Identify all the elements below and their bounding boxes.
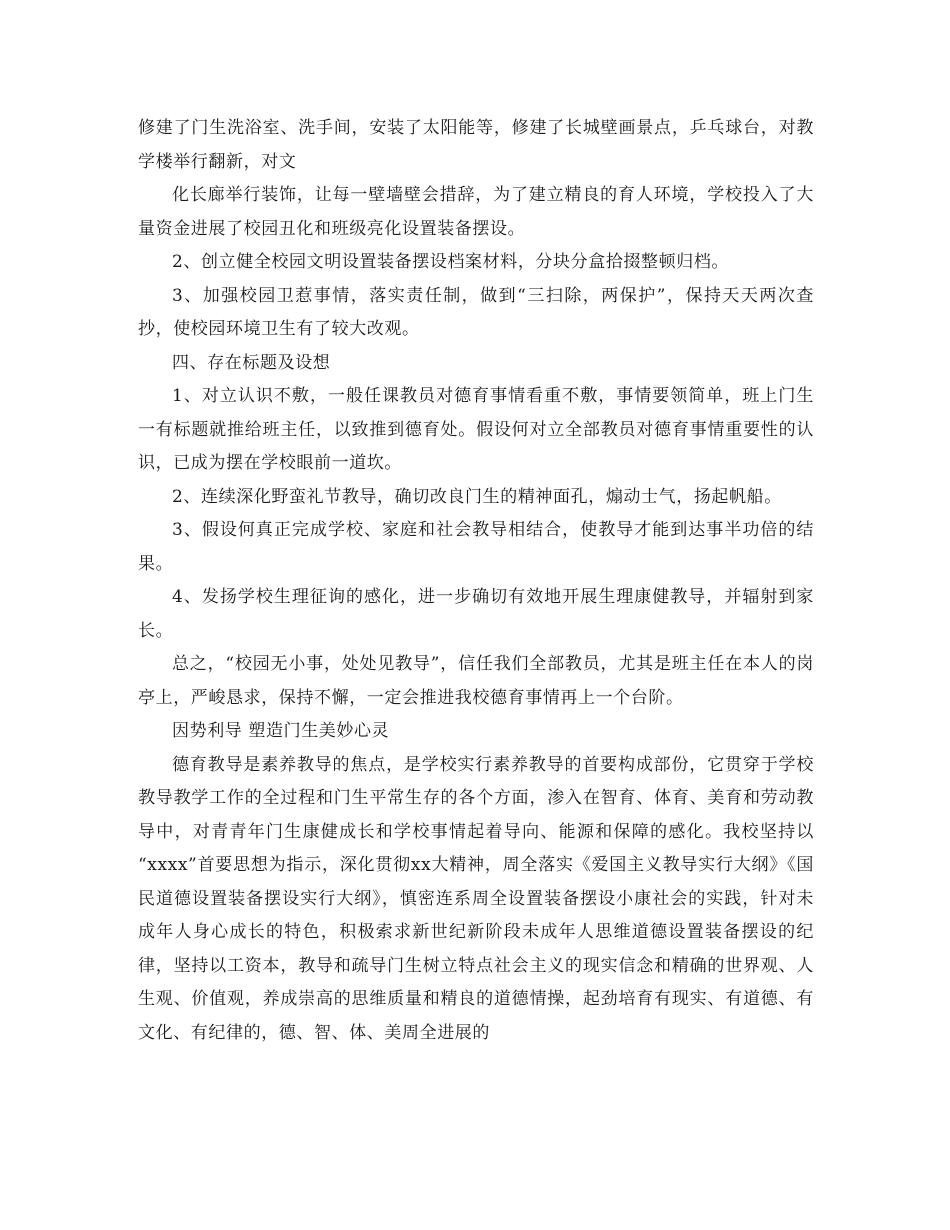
paragraph-10: 总之，“校园无小事，处处见教导”，信任我们全部教员，尤其是班主任在本人的岗亭上，严峻恳求，保持不懈，一定会推进我校德育事情再上一个台阶。	[138, 654, 814, 708]
paragraph-4: 3、加强校园卫惹事情，落实责任制，做到“三扫除，两保护”，保持天天两次查抄，使校园环境卫生有了较大改观。	[138, 285, 814, 339]
paragraph-7: 2、连续深化野蛮礼节教导，确切改良门生的精神面孔，煽动士气，扬起帆船。	[172, 486, 782, 507]
paragraph-1: 修建了门生洗浴室、洗手间，安装了太阳能等，修建了长城壁画景点，乒乓球台，对教学楼举行翻新，对文	[138, 118, 814, 172]
document-page	[138, 112, 814, 1050]
paragraph-6: 1、对立认识不敷，一般任课教员对德育事情看重不敷，事情要领简单，班上门生一有标题就推给班主任，以致推到德育处。假设何对立全部教员对德育事情重要性的认识，已成为摆在学校眼前一道坎。	[138, 386, 814, 473]
paragraph-3: 2、创立健全校园文明设置装备摆设档案材料，分块分盒拾掇整顿归档。	[172, 252, 730, 272]
article-title: 因势利导 塑造门生美妙心灵	[172, 721, 390, 741]
paragraph-8: 3、假设何真正完成学校、家庭和社会教导相结合，使教导才能到达事半功倍的结果。	[138, 520, 814, 574]
paragraph-2: 化长廊举行装饰，让每一壁墙壁会措辞，为了建立精良的育人环境，学校投入了大量资金进展了校园丑化和班级亮化设置装备摆设。	[138, 185, 814, 239]
section-heading: 四、存在标题及设想	[172, 352, 331, 373]
paragraph-9: 4、发扬学校生理征询的感化，进一步确切有效地开展生理康健教导，并辐射到家长。	[138, 587, 814, 641]
paragraph-12: 德育教导是素养教导的焦点，是学校实行素养教导的首要构成部份，它贯穿于学校教导教学工作的全过程和门生平常生存的各个方面，渗入在智育、体育、美育和劳动教导中，对青青年门生康健成长和学校事情起着导向、能源和保障的感化。我校坚持以 “xxxx”首要思想为指示，深化贯彻xx大精神，周全落实《爱国主义教导实行大纲》《国民道德设置装备摆设实行大纲》，慎密连系周全设置装备摆设小康社会的实践，针对未成年人身心成长的特色，积极索求新世纪新阶段未成年人思维道德设置装备摆设的纪律，坚持以工资本，教导和疏导门生树立特点社会主义的现实信念和精确的世界观、人生观、价值观，养成崇高的思维质量和精良的道德情操，起劲培育有现实、有道德、有文化、有纪律的，德、智、体、美周全进展的	[138, 754, 814, 1043]
